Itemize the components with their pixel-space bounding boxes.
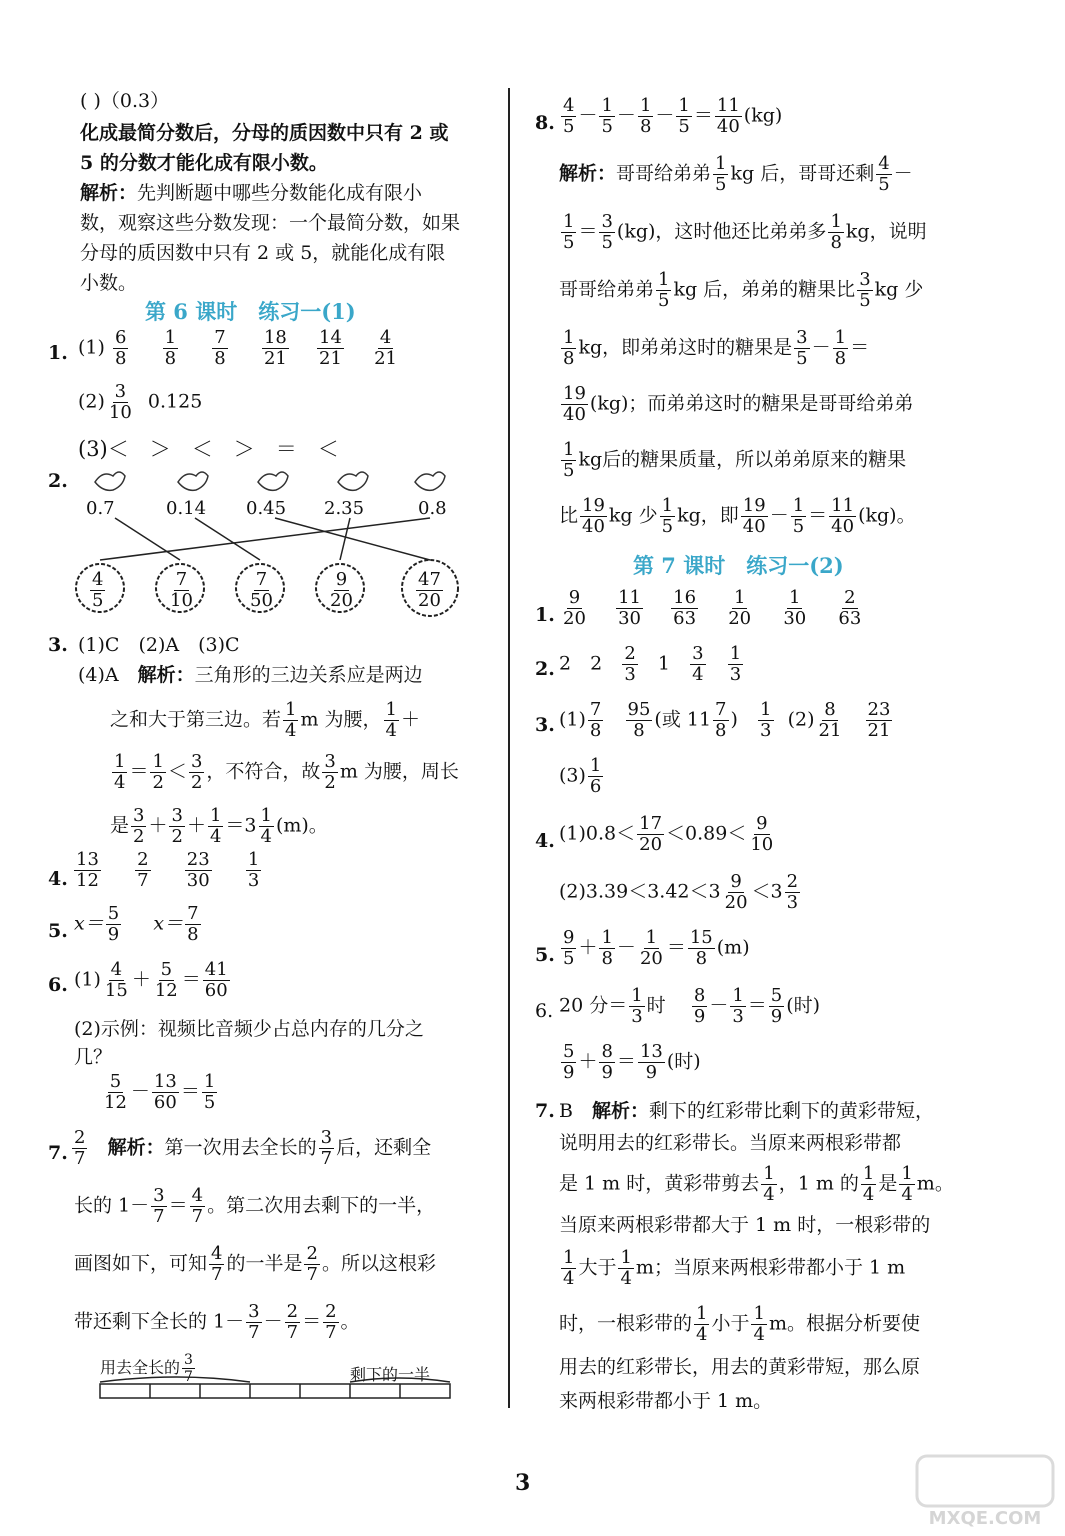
fraction: $\frac{3}{10}$ — [108, 381, 132, 423]
fraction: $\frac{1}{8}$ — [164, 327, 177, 369]
r7-line: 是 1 m 时，黄彩带剪去 $\frac{1}{4}$ ，1 m 的 $\frac{1}{4}$ 是 $\frac{1}{4}$ m。 — [559, 1163, 954, 1205]
fraction: $\frac{14}{21}$ — [319, 327, 342, 369]
fraction: $\frac{7}{8}$ — [214, 327, 226, 369]
watermark-logo — [915, 1454, 1055, 1530]
decimal-label: 0.45 — [246, 498, 287, 519]
q5-answers: x＝ $\frac{5}{9}$ x＝ $\frac{7}{8}$ — [74, 903, 199, 945]
figure-label: 用去全长的 $\frac{3}{7}$ — [100, 1352, 193, 1385]
fraction: $\frac{6}{8}$ — [114, 327, 127, 369]
r8-line: $\frac{19}{40}$ (kg)；而弟弟这时的糖果是哥哥给弟弟 — [563, 383, 914, 425]
question-number: 2. — [535, 658, 555, 680]
lesson-heading: 第 7 课时 练习一(2) — [633, 553, 844, 578]
decimal-label: 0.7 — [86, 498, 115, 519]
r8-line: $\frac{1}{5}$ kg后的糖果质量，所以弟弟原来的糖果 — [563, 439, 907, 481]
r8-line: $\frac{4}{5}$ － $\frac{1}{5}$ － $\frac{1}{8}$ － $\frac{1}{5}$ ＝ $\frac{11}{40}$ (kg) — [563, 95, 783, 137]
q7-line: $\frac{2}{7}$ 解析：第一次用去全长的 $\frac{3}{7}$ 后，还剩全 — [74, 1127, 432, 1169]
lesson-heading: 第 6 课时 练习一(1) — [145, 299, 356, 324]
fraction: $\frac{4}{21}$ — [374, 327, 397, 369]
matching-figure — [70, 460, 490, 640]
r8-line: 解析：哥哥给弟弟 $\frac{1}{5}$ kg 后，哥哥还剩 $\frac{4}{5}$ － — [559, 153, 913, 195]
r3-answers: (1) $\frac{7}{8}$ $\frac{95}{8}$ (或 11 $\frac{7}{8}$ ) $\frac{1}{3}$ (2) $\frac{8}{21}$ $\frac{23}{21}$ — [559, 699, 891, 741]
page-number: 3 — [515, 1470, 531, 1496]
r8-line: $\frac{1}{8}$ kg，即弟弟这时的糖果是 $\frac{3}{5}$ － $\frac{1}{8}$ ＝ — [563, 327, 870, 369]
bird-icons — [95, 472, 445, 490]
r7-line: B 解析：剩下的红彩带比剩下的黄彩带短， — [559, 1100, 934, 1122]
answer-line: ( )（0.3） — [80, 90, 170, 112]
flower-fraction: $\frac{4}{5}$ — [92, 569, 104, 611]
r7-line: 当原来两根彩带都大于 1 m 时，一根彩带的 — [559, 1214, 931, 1236]
q1-part1: (1) $\frac{6}{8}$ $\frac{1}{8}$ $\frac{7}{8}$ $\frac{18}{21}$ $\frac{14}{21}$ $\frac{4}{21}$ — [78, 327, 397, 369]
decimal-label: 2.35 — [324, 498, 365, 519]
r7-line: 说明用去的红彩带长。当原来两根彩带都 — [559, 1132, 902, 1154]
question-number: 3. — [535, 714, 555, 736]
text-line: 分母的质因数中只有 2 或 5，就能化成有限 — [80, 242, 446, 264]
r5-line: $\frac{9}{5}$ ＋ $\frac{1}{8}$ － $\frac{1}{20}$ ＝ $\frac{15}{8}$ (m) — [563, 927, 750, 969]
text-line: 化成最简分数后，分母的质因数中只有 2 或 — [80, 122, 449, 144]
question-number: 3. — [48, 634, 68, 656]
question-number: 5. — [48, 920, 68, 942]
q3-answers: (1)C (2)A (3)C — [78, 634, 240, 656]
q7-line: 长的 1－ $\frac{3}{7}$ ＝ $\frac{4}{7}$ 。第二次用去剩下的一半， — [74, 1185, 436, 1227]
question-number: 4. — [48, 868, 68, 890]
r8-line: 哥哥给弟弟 $\frac{1}{5}$ kg 后，弟弟的糖果比 $\frac{3}{5}$ kg 少 — [559, 269, 924, 311]
flower-fraction: $\frac{7}{50}$ — [250, 569, 273, 611]
analysis-line: 解析：先判断题中哪些分数能化成有限小 — [80, 182, 423, 204]
decimal-label: 0.8 — [418, 498, 447, 519]
question-number: 1. — [535, 604, 555, 626]
r8-line: $\frac{1}{5}$ ＝ $\frac{3}{5}$ (kg)，这时他还比弟弟多 $\frac{1}{8}$ kg，说明 — [563, 211, 927, 253]
r4-line: (2)3.39＜3.42＜3 $\frac{9}{20}$ ＜3 $\frac{2}{3}$ — [559, 871, 799, 913]
q1-part2: (2) $\frac{3}{10}$ 0.125 — [78, 381, 203, 423]
question-number: 8. — [535, 112, 555, 134]
r7-line: $\frac{1}{4}$ 大于 $\frac{1}{4}$ m；当原来两根彩带都小于 1 m — [563, 1247, 906, 1289]
q6-calc: $\frac{5}{12}$ － $\frac{13}{60}$ ＝ $\frac{1}{5}$ — [104, 1071, 216, 1113]
r3-answers: (3) $\frac{1}{6}$ — [559, 755, 602, 797]
flower-fraction: $\frac{7}{10}$ — [170, 569, 193, 611]
question-number: 5. — [535, 944, 555, 966]
q3-line: $\frac{1}{4}$ ＝ $\frac{1}{2}$ ＜ $\frac{3}{2}$ ，不符合，故 $\frac{3}{2}$ m 为腰，周长 — [114, 751, 459, 793]
flower-fraction: $\frac{47}{20}$ — [418, 569, 441, 611]
r7-line: 来两根彩带都小于 1 m。 — [559, 1390, 773, 1412]
q4-answers: $\frac{13}{12}$ $\frac{2}{7}$ $\frac{23}{30}$ $\frac{1}{3}$ — [76, 849, 260, 891]
q6-part1: (1) $\frac{4}{15}$ ＋ $\frac{5}{12}$ ＝ $\frac{41}{60}$ — [74, 959, 228, 1001]
question-number: 6. — [535, 1000, 554, 1022]
q7-line: 画图如下，可知 $\frac{4}{7}$ 的一半是 $\frac{2}{7}$ 。所以这根彩 — [74, 1243, 436, 1285]
r2-answers: 2 2 $\frac{2}{3}$ 1 $\frac{3}{4}$ $\frac{1}{3}$ — [559, 643, 742, 685]
question-number: 1. — [48, 342, 68, 364]
q1-part3: (3)＜ ＞ ＜ ＞ ＝ ＜ — [78, 437, 339, 461]
question-number: 2. — [48, 470, 68, 492]
svg-text:MXQE.COM: MXQE.COM — [928, 1508, 1042, 1529]
flower-fraction: $\frac{9}{20}$ — [330, 569, 353, 611]
q3-analysis: (4)A 解析：三角形的三边关系应是两边 — [78, 664, 423, 686]
q3-line: 之和大于第三边。若 $\frac{1}{4}$ m 为腰， $\frac{1}{4}$ ＋ — [110, 699, 420, 741]
r7-line: 时，一根彩带的 $\frac{1}{4}$ 小于 $\frac{1}{4}$ m。根据分析要使 — [559, 1303, 920, 1345]
q6-part2: (2)示例：视频比音频少占总内存的几分之 — [74, 1018, 424, 1040]
r8-line: 比 $\frac{19}{40}$ kg 少 $\frac{1}{5}$ kg，即 $\frac{19}{40}$ － $\frac{1}{5}$ ＝ $\frac{11}{40}$ (kg)。 — [559, 495, 916, 537]
decimal-label: 0.14 — [166, 498, 207, 519]
column-divider — [508, 88, 510, 1408]
r6-line: 20 分＝ $\frac{1}{3}$ 时 $\frac{8}{9}$ － $\frac{1}{3}$ ＝ $\frac{5}{9}$ (时) — [559, 985, 821, 1027]
strip-figure — [98, 1378, 458, 1408]
question-number: 7. — [535, 1100, 555, 1122]
text-line: 5 的分数才能化成有限小数。 — [80, 152, 328, 174]
r7-line: 用去的红彩带长，用去的黄彩带短，那么原 — [559, 1356, 921, 1378]
text-line: 数，观察这些分数发现：一个最简分数，如果 — [80, 212, 461, 234]
q3-line: 是 $\frac{3}{2}$ ＋ $\frac{3}{2}$ ＋ $\frac{1}{4}$ ＝3 $\frac{1}{4}$ (m)。 — [110, 805, 328, 847]
text-line: 小数。 — [80, 272, 138, 294]
question-number: 7. — [48, 1142, 68, 1164]
q6-part2: 几？ — [74, 1046, 113, 1068]
r4-line: (1)0.8＜ $\frac{17}{20}$ ＜0.89＜ $\frac{9}{10}$ — [559, 813, 774, 855]
q7-line: 带还剩下全长的 1－ $\frac{3}{7}$ － $\frac{2}{7}$ ＝ $\frac{2}{7}$ 。 — [74, 1301, 360, 1343]
figure-label: 剩下的一半 — [350, 1365, 431, 1384]
question-number: 4. — [535, 830, 555, 852]
question-number: 6. — [48, 974, 68, 996]
r6-line: $\frac{5}{9}$ ＋ $\frac{8}{9}$ ＝ $\frac{13}{9}$ (时) — [563, 1041, 701, 1083]
fraction: $\frac{18}{21}$ — [263, 327, 287, 369]
r1-answers: $\frac{9}{20}$ $\frac{11}{30}$ $\frac{16}{63}$ $\frac{1}{20}$ $\frac{1}{30}$ $\frac{2}{63}$ — [563, 587, 862, 629]
